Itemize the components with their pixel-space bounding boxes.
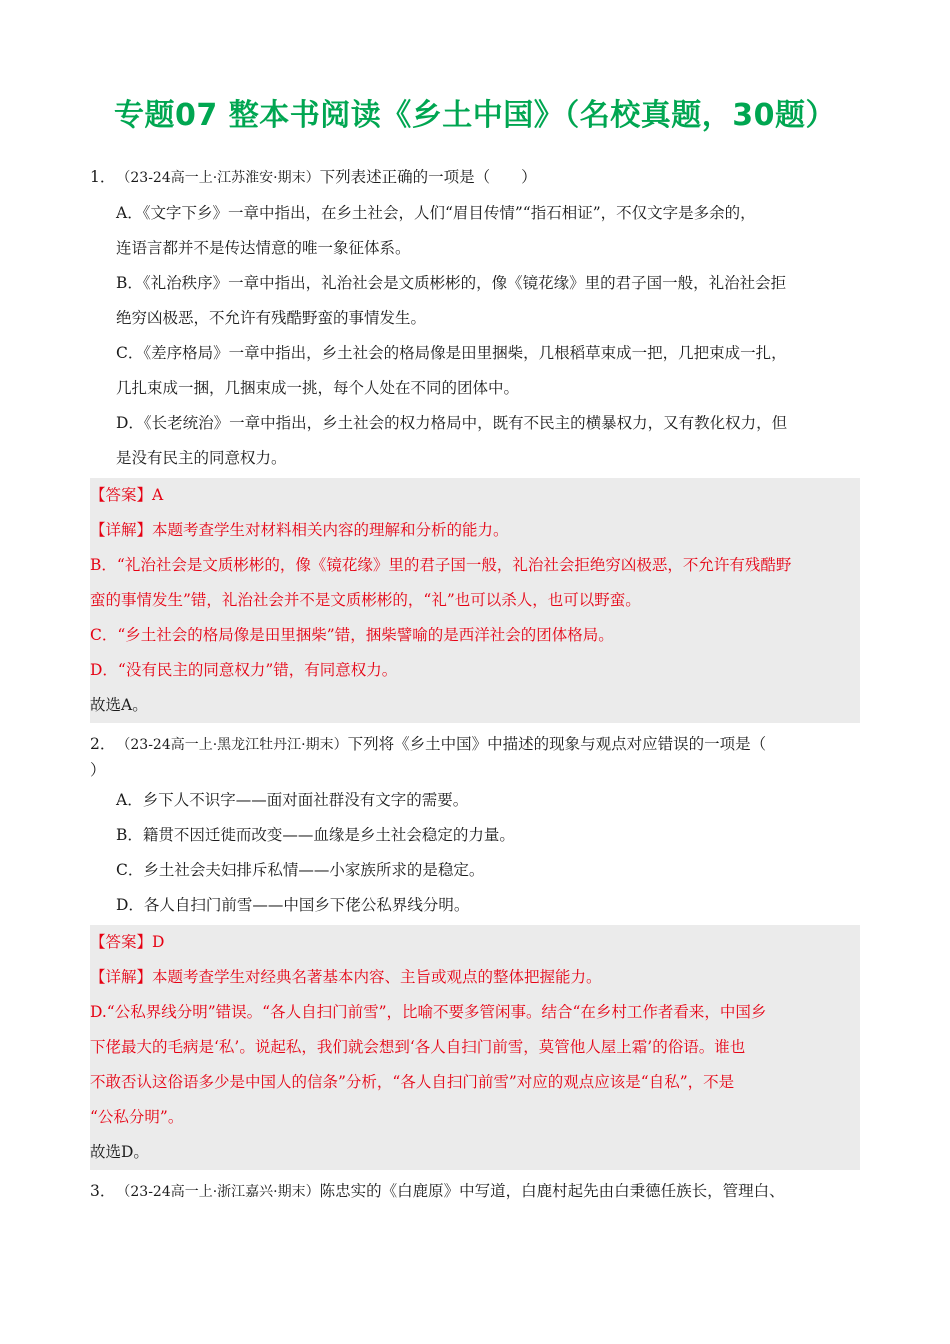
- detail-line: D．“没有民主的同意权力”错，有同意权力。: [90, 661, 398, 679]
- detail-line: 蛮的事情发生”错，礼治社会并不是文质彬彬的，“礼”也可以杀人，也可以野蛮。: [90, 591, 641, 609]
- final-answer: 故选A。: [90, 696, 148, 714]
- detail-line: B．“礼治社会是文质彬彬的，像《镜花缘》里的君子国一般，礼治社会拒绝穷凶极恶，不允许有残酷野: [90, 556, 792, 574]
- question-number: 2．: [90, 735, 116, 753]
- option-line: A．乡下人不识字——面对面社群没有文字的需要。: [116, 791, 469, 809]
- option-line: 是没有民主的同意权力。: [116, 449, 287, 467]
- detail-tag: 【详解】: [90, 968, 153, 986]
- question-source: （23-24高一上·浙江嘉兴·期末）: [123, 1184, 320, 1200]
- question-2: [90, 727, 860, 1170]
- option-line: C．《差序格局》一章中指出，乡土社会的格局像是田里捆柴，几根稻草束成一把，几把束成一扎，: [116, 344, 787, 362]
- detail-text: 本题考查学生对经典名著基本内容、主旨或观点的整体把握能力。: [152, 968, 602, 986]
- detail-text: 本题考查学生对材料相关内容的理解和分析的能力。: [152, 521, 509, 539]
- answer-block: [90, 925, 860, 1170]
- option-line: B．籍贯不因迁徙而改变——血缘是乡土社会稳定的力量。: [116, 826, 515, 844]
- option-line: A．《文字下乡》一章中指出，在乡土社会，人们“眉目传情”“指石相证”，不仅文字是多余的，: [116, 204, 756, 222]
- question-1: [90, 160, 860, 723]
- option-line: D．各人自扫门前雪——中国乡下佬公私界线分明。: [116, 896, 470, 914]
- option-line: 绝穷凶极恶，不允许有残酷野蛮的事情发生。: [116, 309, 427, 327]
- question-stem: [90, 1174, 860, 1210]
- option-line: C．乡土社会夫妇排斥私情——小家族所求的是稳定。: [116, 861, 485, 879]
- detail-line: C．“乡土社会的格局像是田里捆柴”错，捆柴譬喻的是西洋社会的团体格局。: [90, 626, 614, 644]
- detail-line: [90, 513, 860, 548]
- question-stem: [90, 727, 860, 763]
- question-source: （23-24高一上·江苏淮安·期末）: [123, 170, 320, 186]
- option-line: D．《长老统治》一章中指出，乡土社会的权力格局中，既有不民主的横暴权力，又有教化权力，但: [116, 414, 788, 432]
- detail-tag: 【详解】: [90, 521, 153, 539]
- question-text: 陈忠实的《白鹿原》中写道，白鹿村起先由白秉德任族长，管理白、: [319, 1182, 785, 1200]
- question-stem-continued: ）: [90, 761, 106, 779]
- question-number: 1．: [90, 168, 116, 186]
- detail-line: 不敢否认这俗语多少是中国人的信条”分析，“各人自扫门前雪”对应的观点应该是“自私”，不是: [90, 1073, 735, 1091]
- question-text: 下列表述正确的一项是（ ）: [319, 168, 537, 186]
- answer-line: [90, 925, 860, 960]
- answer-line: [90, 478, 860, 513]
- detail-line: “公私分明”。: [90, 1108, 184, 1126]
- detail-line: [90, 960, 860, 995]
- detail-line: D.“公私界线分明”错误。“各人自扫门前雪”，比喻不要多管闲事。结合“在乡村工作者看来，中国乡: [90, 1003, 767, 1021]
- question-text: 下列将《乡土中国》中描述的现象与观点对应错误的一项是（: [347, 735, 767, 753]
- question-stem: [90, 160, 860, 196]
- answer-tag: 【答案】: [90, 933, 153, 951]
- final-answer: 故选D。: [90, 1143, 149, 1161]
- answer-value: D: [152, 933, 165, 951]
- detail-line: 下佬最大的毛病是‘私’。说起私，我们就会想到‘各人自扫门前雪，莫管他人屋上霜’的俗语。谁也: [90, 1038, 746, 1056]
- option-line: B．《礼治秩序》一章中指出，礼治社会是文质彬彬的，像《镜花缘》里的君子国一般，礼治社会拒: [116, 274, 787, 292]
- question-source: （23-24高一上·黑龙江牡丹江·期末）: [123, 737, 348, 753]
- answer-value: A: [152, 486, 164, 504]
- questions-list: [90, 160, 860, 1210]
- answer-tag: 【答案】: [90, 486, 153, 504]
- question-number: 3．: [90, 1182, 116, 1200]
- answer-block: [90, 478, 860, 723]
- question-3: [90, 1174, 860, 1210]
- option-line: 连语言都并不是传达情意的唯一象征体系。: [116, 239, 411, 257]
- document-title: 专题07 整本书阅读《乡土中国》（名校真题，30题）: [114, 98, 836, 133]
- option-line: 几扎束成一捆，几捆束成一挑，每个人处在不同的团体中。: [116, 379, 520, 397]
